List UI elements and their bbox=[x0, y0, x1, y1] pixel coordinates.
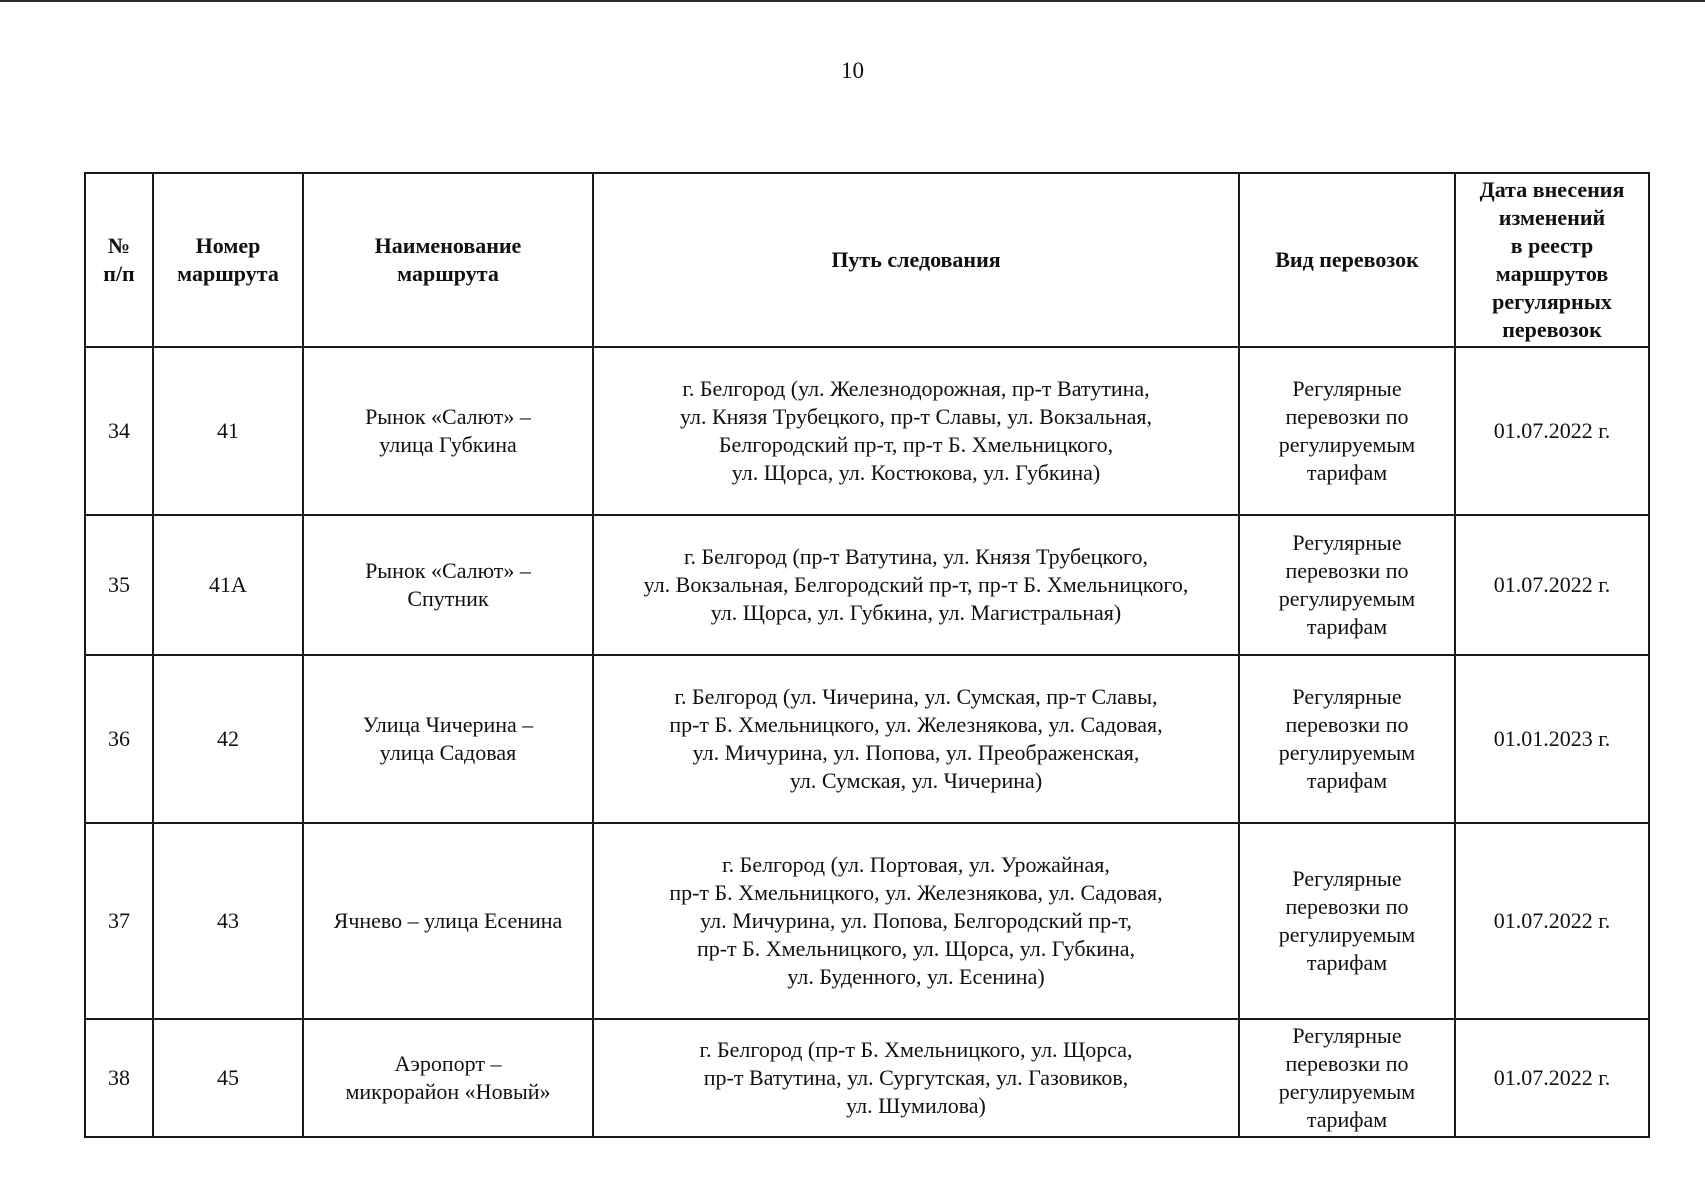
cell-transport-type: Регулярные перевозки по регулируемым тарифам bbox=[1239, 1019, 1455, 1137]
cell-row-number: 36 bbox=[85, 655, 153, 823]
cell-change-date: 01.07.2022 г. bbox=[1455, 347, 1649, 515]
cell-route-path: г. Белгород (пр-т Ватутина, ул. Князя Трубецкого, ул. Вокзальная, Белгородский пр-т, пр-т Б. Хмельницкого, ул. Щорса, ул. Губкина, ул. Магистральная) bbox=[593, 515, 1239, 655]
cell-route-number: 41 bbox=[153, 347, 303, 515]
cell-route-path: г. Белгород (ул. Чичерина, ул. Сумская, пр-т Славы, пр-т Б. Хмельницкого, ул. Железнякова, ул. Садовая, ул. Мичурина, ул. Попова, ул. Преображенская, ул. Сумская, ул. Чичерина) bbox=[593, 655, 1239, 823]
table-row bbox=[85, 655, 1649, 823]
cell-route-name: Аэропорт – микрорайон «Новый» bbox=[303, 1019, 593, 1137]
cell-row-number: 38 bbox=[85, 1019, 153, 1137]
cell-change-date: 01.01.2023 г. bbox=[1455, 655, 1649, 823]
cell-transport-type: Регулярные перевозки по регулируемым тарифам bbox=[1239, 823, 1455, 1019]
cell-row-number: 37 bbox=[85, 823, 153, 1019]
cell-route-name: Ячнево – улица Есенина bbox=[303, 823, 593, 1019]
cell-row-number: 35 bbox=[85, 515, 153, 655]
cell-route-name: Улица Чичерина – улица Садовая bbox=[303, 655, 593, 823]
cell-row-number: 34 bbox=[85, 347, 153, 515]
cell-route-path: г. Белгород (ул. Портовая, ул. Урожайная, пр-т Б. Хмельницкого, ул. Железнякова, ул. Садовая, ул. Мичурина, ул. Попова, Белгородский пр-т, пр-т Б. Хмельницкого, ул. Щорса, ул. Губкина, ул. Буденного, ул. Есенина) bbox=[593, 823, 1239, 1019]
header-route-name: Наименование маршрута bbox=[303, 173, 593, 347]
cell-route-name: Рынок «Салют» – улица Губкина bbox=[303, 347, 593, 515]
table-row bbox=[85, 1019, 1649, 1137]
cell-route-number: 41А bbox=[153, 515, 303, 655]
cell-route-number: 42 bbox=[153, 655, 303, 823]
table-header-row bbox=[85, 173, 1649, 347]
cell-route-path: г. Белгород (ул. Железнодорожная, пр-т Ватутина, ул. Князя Трубецкого, пр-т Славы, ул. Вокзальная, Белгородский пр-т, пр-т Б. Хмельницкого, ул. Щорса, ул. Костюкова, ул. Губкина) bbox=[593, 347, 1239, 515]
header-route-number: Номер маршрута bbox=[153, 173, 303, 347]
cell-transport-type: Регулярные перевозки по регулируемым тарифам bbox=[1239, 655, 1455, 823]
cell-route-number: 43 bbox=[153, 823, 303, 1019]
cell-change-date: 01.07.2022 г. bbox=[1455, 515, 1649, 655]
cell-change-date: 01.07.2022 г. bbox=[1455, 823, 1649, 1019]
header-transport-type: Вид перевозок bbox=[1239, 173, 1455, 347]
routes-registry-table bbox=[84, 172, 1650, 1138]
cell-transport-type: Регулярные перевозки по регулируемым тарифам bbox=[1239, 347, 1455, 515]
header-route-path: Путь следования bbox=[593, 173, 1239, 347]
page-number: 10 bbox=[841, 58, 864, 83]
table-row bbox=[85, 347, 1649, 515]
cell-route-number: 45 bbox=[153, 1019, 303, 1137]
cell-change-date: 01.07.2022 г. bbox=[1455, 1019, 1649, 1137]
header-row-number: № п/п bbox=[85, 173, 153, 347]
table-row bbox=[85, 823, 1649, 1019]
top-border-line bbox=[0, 0, 1705, 2]
table-row bbox=[85, 515, 1649, 655]
cell-transport-type: Регулярные перевозки по регулируемым тарифам bbox=[1239, 515, 1455, 655]
cell-route-name: Рынок «Салют» – Спутник bbox=[303, 515, 593, 655]
cell-route-path: г. Белгород (пр-т Б. Хмельницкого, ул. Щорса, пр-т Ватутина, ул. Сургутская, ул. Газовиков, ул. Шумилова) bbox=[593, 1019, 1239, 1137]
header-change-date: Дата внесения изменений в реестр маршрутов регулярных перевозок bbox=[1455, 173, 1649, 347]
